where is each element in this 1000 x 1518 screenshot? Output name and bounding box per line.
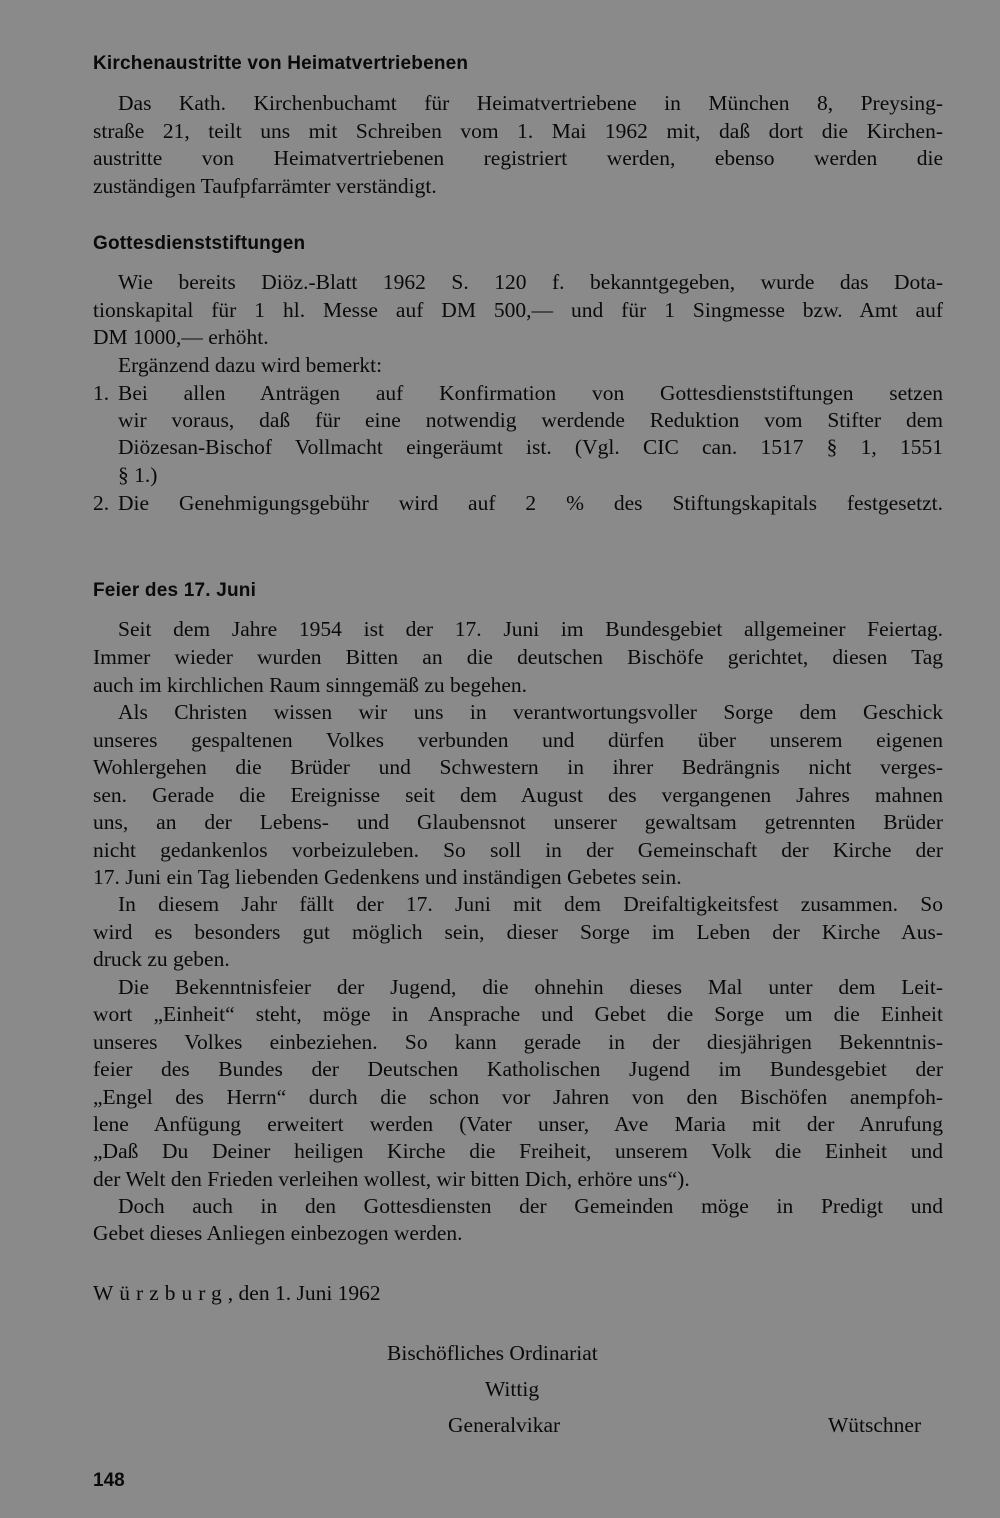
paragraph-line: Ergänzend dazu wird bemerkt: [118, 353, 383, 377]
paragraph-line: „Daß Du Deiner heiligen Kirche die Freiheit, unserem Volk die Einheit und [93, 1139, 943, 1163]
paragraph-line: wort „Einheit“ steht, möge in Ansprache und Gebet die Sorge um die Einheit [93, 1002, 943, 1026]
paragraph-line: „Engel des Herrn“ durch die schon vor Jahren von den Bischöfen anempfoh- [93, 1085, 943, 1109]
paragraph-line: der Welt den Frieden verleihen wollest, wir bitten Dich, erhöre uns“). [93, 1167, 690, 1191]
list-item-line: Diözesan-Bischof Vollmacht eingeräumt ist. (Vgl. CIC can. 1517 § 1, 1551 [118, 435, 943, 459]
signature-name: Wittig [485, 1377, 540, 1401]
paragraph-line: Die Bekenntnisfeier der Jugend, die ohnehin dieses Mal unter dem Leit- [118, 975, 943, 999]
paragraph-line: Als Christen wissen wir uns in verantwortungsvoller Sorge dem Geschick [118, 700, 943, 724]
paragraph-line: druck zu geben. [93, 947, 230, 971]
section-heading-church-exits: Kirchenaustritte von Heimatvertriebenen [93, 53, 469, 74]
paragraph-line: unseres gespaltenen Volkes verbunden und dürfen über unserem eigenen [93, 728, 943, 752]
dateline [93, 1280, 381, 1306]
paragraph-line: lene Anfügung erweitert werden (Vater unser, Ave Maria mit der Anrufung [93, 1112, 943, 1136]
list-item-line: wir voraus, daß für eine notwendig werdende Reduktion vom Stifter dem [118, 408, 943, 432]
paragraph-line: Doch auch in den Gottesdiensten der Gemeinden möge in Predigt und [118, 1194, 943, 1218]
signature-title: Generalvikar [448, 1413, 561, 1437]
paragraph-line: Wie bereits Diöz.-Blatt 1962 S. 120 f. bekanntgegeben, wurde das Dota- [118, 270, 943, 294]
paragraph-line: austritte von Heimatvertriebenen registriert werden, ebenso werden die [93, 146, 943, 170]
list-item-line: Bei allen Anträgen auf Konfirmation von Gottesdienststiftungen setzen [118, 381, 943, 405]
paragraph-line: zuständigen Taufpfarrämter verständigt. [93, 174, 437, 198]
paragraph-line: Gebet dieses Anliegen einbezogen werden. [93, 1221, 463, 1245]
paragraph-line: auch im kirchlichen Raum sinngemäß zu begehen. [93, 673, 528, 697]
list-item-line: Die Genehmigungsgebühr wird auf 2 % des Stiftungskapitals festgesetzt. [118, 491, 943, 515]
paragraph-line: In diesem Jahr fällt der 17. Juni mit dem Dreifaltigkeitsfest zusammen. So [118, 892, 943, 916]
section-heading-service-endowments: Gottesdienststiftungen [93, 233, 306, 254]
paragraph-line: unseres Volkes einbeziehen. So kann gerade in der diesjährigen Bekenntnis- [93, 1030, 943, 1054]
section-heading-june-17: Feier des 17. Juni [93, 580, 257, 601]
dateline-place: Würzburg [93, 1281, 228, 1305]
paragraph-line: 17. Juni ein Tag liebenden Gedenkens und inständigen Gebetes sein. [93, 865, 682, 889]
dateline-date: , den 1. Juni 1962 [227, 1281, 381, 1305]
list-item-line: § 1.) [118, 463, 158, 487]
paragraph-line: nicht gedankenlos vorbeizuleben. So soll in der Gemeinschaft der Kirche der [93, 838, 943, 862]
paragraph-line: Wohlergehen die Brüder und Schwestern in ihrer Bedrängnis nicht verges- [93, 755, 943, 779]
signature-office: Bischöfliches Ordinariat [387, 1341, 598, 1365]
paragraph-line: tionskapital für 1 hl. Messe auf DM 500,— und für 1 Singmesse bzw. Amt auf [93, 298, 943, 322]
paragraph-line: sen. Gerade die Ereignisse seit dem August des vergangenen Jahres mahnen [93, 783, 943, 807]
paragraph-line: straße 21, teilt uns mit Schreiben vom 1. Mai 1962 mit, daß dort die Kirchen- [93, 119, 943, 143]
paragraph-line: feier des Bundes der Deutschen Katholischen Jugend im Bundesgebiet der [93, 1057, 943, 1081]
paragraph-line: uns, an der Lebens- und Glaubensnot unserer gewaltsam getrennten Brüder [93, 810, 943, 834]
paragraph-line: Seit dem Jahre 1954 ist der 17. Juni im Bundesgebiet allgemeiner Feiertag. [118, 617, 943, 641]
paragraph-line: Immer wieder wurden Bitten an die deutschen Bischöfe gerichtet, diesen Tag [93, 645, 943, 669]
page-number: 148 [93, 1470, 125, 1491]
paragraph-line: wird es besonders gut möglich sein, dieser Sorge im Leben der Kirche Aus- [93, 920, 943, 944]
paragraph-line: Das Kath. Kirchenbuchamt für Heimatvertriebene in München 8, Preysing- [118, 91, 943, 115]
paragraph-line: DM 1000,— erhöht. [93, 325, 269, 349]
list-item-number: 1. [93, 381, 110, 405]
signature-cosigner: Wütschner [828, 1413, 922, 1437]
list-item-number: 2. [93, 491, 110, 515]
